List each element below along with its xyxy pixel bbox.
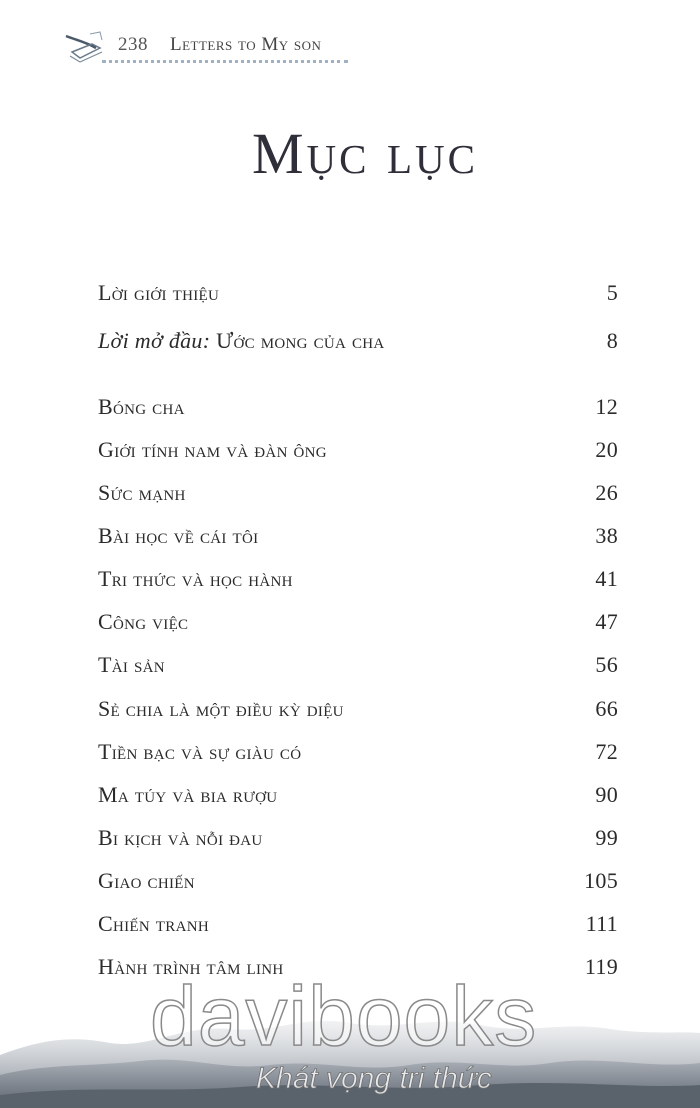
watermark-tagline: Khát vọng tri thức [256,1062,492,1095]
toc-entry-title: Công việc [98,609,189,634]
toc-entry[interactable] [98,280,618,310]
watermark-brand: davibooks [150,969,538,1063]
toc-entry[interactable] [98,782,618,812]
toc-entry-title: Tiền bạc và sự giàu có [98,739,302,764]
toc-entry-title: Tài sản [98,652,165,677]
toc-entry[interactable] [98,437,618,467]
toc-entry[interactable] [98,911,618,941]
toc-entry[interactable] [98,523,618,553]
toc-entry[interactable] [98,394,618,424]
toc-entry[interactable] [98,480,618,510]
toc-entry-title: Sẻ chia là một điều kỳ diệu [98,696,344,721]
toc-entry-page: 20 [595,437,618,462]
toc-entry[interactable] [98,652,618,682]
toc-entry[interactable] [98,825,618,855]
toc-entry-page: 119 [584,954,618,979]
page-number: 238 [118,34,148,55]
toc-entry-page: 66 [595,696,618,721]
toc-entry-page: 5 [606,280,618,305]
book-title: Letters to My son [170,34,322,55]
dotted-rule [102,60,348,63]
toc-entry-page: 105 [584,868,618,893]
toc-entry-title: Tri thức và học hành [98,566,293,591]
toc-entry-page: 56 [595,652,618,677]
toc-entry[interactable] [98,739,618,769]
toc-entry-page: 99 [595,825,618,850]
toc-entry-page: 47 [595,609,618,634]
toc-entry-title: Lời giới thiệu [98,280,220,305]
toc-entry-title: Hành trình tâm linh [98,954,284,979]
toc-entry-page: 8 [606,328,618,353]
toc-entry[interactable] [98,696,618,726]
toc-entry-title: Bài học về cái tôi [98,523,259,548]
toc-entry-title: Ma túy và bia rượu [98,782,278,807]
toc-entry[interactable] [98,328,618,358]
toc-entry-title: Giao chiến [98,868,195,893]
toc-entry[interactable] [98,868,618,898]
toc-entry-title-main: Ước mong của cha [210,328,385,353]
toc-entry[interactable] [98,609,618,639]
toc-entry-title: Sức mạnh [98,480,186,505]
toc-entry-page: 26 [595,480,618,505]
page-title: Mục lục [251,121,479,186]
toc-entry-page: 90 [595,782,618,807]
toc-entry-title: Chiến tranh [98,911,209,936]
toc-entry-title-prefix: Lời mở đầu: [98,328,211,353]
toc-entry-page: 38 [595,523,618,548]
book-logo-icon [62,30,106,64]
toc-entry-title: Bóng cha [98,394,185,419]
toc-entry-page: 111 [585,911,618,936]
toc-entry-title: Bi kịch và nỗi đau [98,825,263,850]
toc-entry-page: 12 [595,394,618,419]
toc-entry-page: 72 [595,739,618,764]
running-header [62,28,362,68]
toc-entry-title: Giới tính nam và đàn ông [98,437,327,462]
toc-entry-page: 41 [595,566,618,591]
toc-entry[interactable] [98,566,618,596]
toc-entry-title [98,328,385,354]
